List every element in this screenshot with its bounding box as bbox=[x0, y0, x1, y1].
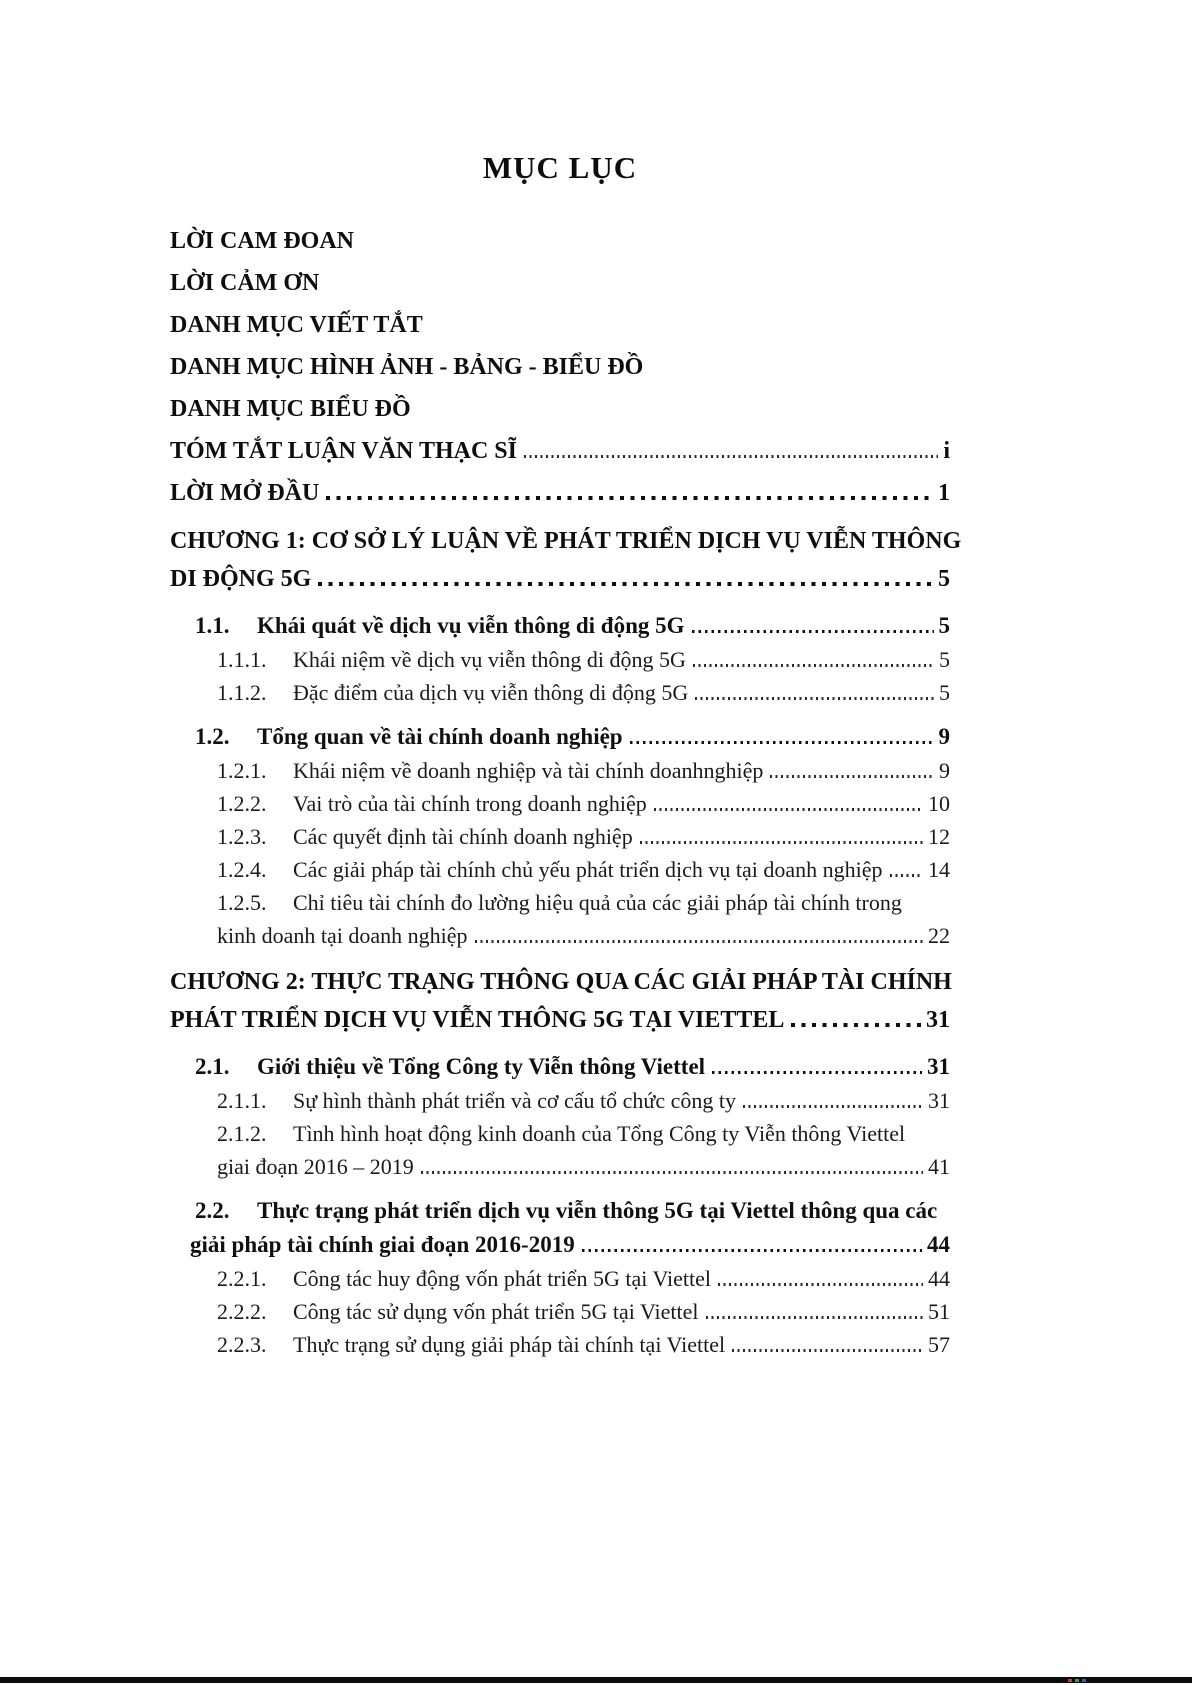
toc-entry-number: 1.2. bbox=[195, 724, 230, 749]
toc-entry-number: 2.1.2. bbox=[217, 1121, 267, 1146]
toc-row bbox=[170, 1117, 950, 1150]
page-number: 12 bbox=[928, 824, 950, 849]
toc-row bbox=[170, 522, 962, 560]
toc-row bbox=[170, 720, 950, 754]
toc-entry-number: 2.2.1. bbox=[217, 1266, 267, 1291]
dot-leader bbox=[706, 1316, 923, 1319]
toc-entry-label: Các giải pháp tài chính chủ yếu phát triển dịch vụ tại doanh nghiệp bbox=[293, 857, 883, 882]
toc-row bbox=[170, 1194, 950, 1228]
toc-row bbox=[170, 1295, 950, 1328]
toc-entry-number: 2.1.1. bbox=[217, 1088, 267, 1113]
toc-entry-label: Thực trạng phát triển dịch vụ viễn thông 5G tại Viettel thông qua các bbox=[257, 1198, 938, 1223]
scan-artifact-mark bbox=[1068, 1679, 1072, 1682]
dot-leader bbox=[712, 1071, 922, 1075]
dot-leader bbox=[692, 630, 934, 634]
toc-entry-label: Các quyết định tài chính doanh nghiệp bbox=[293, 824, 633, 849]
toc-entry-label: Sự hình thành phát triển và cơ cấu tổ chức công ty bbox=[293, 1088, 736, 1113]
toc-entry-label: giai đoạn 2016 – 2019 bbox=[217, 1154, 414, 1179]
toc-row bbox=[170, 1001, 950, 1039]
toc-row bbox=[170, 1262, 950, 1295]
toc-row bbox=[170, 1150, 950, 1183]
toc-row bbox=[170, 609, 950, 643]
toc-entry-label: LỜI MỞ ĐẦU bbox=[170, 480, 320, 506]
scan-artifact-mark bbox=[1082, 1679, 1086, 1682]
toc-entry-number: 1.1.1. bbox=[217, 647, 267, 672]
toc-entry-label: Khái niệm về doanh nghiệp và tài chính doanhnghiệp bbox=[293, 758, 764, 783]
toc-row bbox=[170, 886, 950, 919]
dot-leader bbox=[475, 940, 923, 943]
toc-row bbox=[170, 1084, 950, 1117]
dot-leader bbox=[890, 874, 923, 877]
page-number: 5 bbox=[939, 647, 950, 672]
toc-entry-number: 1.2.5. bbox=[217, 890, 267, 915]
toc-row bbox=[170, 676, 950, 709]
page-number: 31 bbox=[926, 1007, 950, 1033]
page-number: 5 bbox=[938, 613, 950, 638]
toc-entry-number: 2.2. bbox=[195, 1198, 230, 1223]
toc-entry-number: 1.2.3. bbox=[217, 824, 267, 849]
dot-leader bbox=[326, 496, 933, 501]
toc-entry-label: LỜI CẢM ƠN bbox=[170, 270, 320, 296]
dot-leader bbox=[318, 582, 933, 587]
toc-entry-label: Công tác sử dụng vốn phát triển 5G tại Viettel bbox=[293, 1299, 699, 1324]
scanner-edge-bar bbox=[0, 1677, 1192, 1683]
toc-entry-label: DI ĐỘNG 5G bbox=[170, 566, 312, 592]
page-number: 41 bbox=[928, 1154, 950, 1179]
dot-leader bbox=[640, 841, 923, 844]
toc-entry-label: giải pháp tài chính giai đoạn 2016-2019 bbox=[190, 1232, 575, 1257]
toc-entry-label: kinh doanh tại doanh nghiệp bbox=[217, 923, 468, 948]
page-number: 14 bbox=[928, 857, 950, 882]
toc-entry-label: Vai trò của tài chính trong doanh nghiệp bbox=[293, 791, 647, 816]
toc-row bbox=[170, 820, 950, 853]
dot-leader bbox=[770, 775, 934, 778]
toc-entry-label: Giới thiệu về Tổng Công ty Viễn thông Viettel bbox=[257, 1054, 706, 1079]
toc-row bbox=[170, 1050, 950, 1084]
toc-entry-label: Công tác huy động vốn phát triển 5G tại Viettel bbox=[293, 1266, 712, 1291]
dot-leader bbox=[695, 697, 934, 700]
scan-artifact-mark bbox=[1075, 1679, 1079, 1682]
page-number: 44 bbox=[928, 1266, 950, 1291]
toc-entry-label: LỜI CAM ĐOAN bbox=[170, 228, 354, 254]
toc-entry-number: 1.2.1. bbox=[217, 758, 267, 783]
toc-entry-label: PHÁT TRIỂN DỊCH VỤ VIỄN THÔNG 5G TẠI VIETTEL bbox=[170, 1007, 785, 1033]
page-number: 51 bbox=[928, 1299, 950, 1324]
toc-entry-label: TÓM TẮT LUẬN VĂN THẠC SĨ bbox=[170, 438, 517, 464]
toc-entry-number: 2.2.3. bbox=[217, 1332, 267, 1357]
toc-entry-label: DANH MỤC VIẾT TẮT bbox=[170, 312, 423, 338]
toc-row bbox=[170, 472, 950, 514]
toc-entry-number: 1.2.4. bbox=[217, 857, 267, 882]
toc-row bbox=[170, 1328, 950, 1361]
toc-entry-number: 1.2.2. bbox=[217, 791, 267, 816]
dot-leader bbox=[693, 664, 934, 667]
page-number: 57 bbox=[928, 1332, 950, 1357]
toc-entry-label: DANH MỤC BIỂU ĐỒ bbox=[170, 396, 411, 422]
toc-row bbox=[170, 963, 950, 1001]
toc-list bbox=[170, 220, 962, 1361]
dot-leader bbox=[791, 1023, 921, 1028]
toc-entry-number: 1.1.2. bbox=[217, 680, 267, 705]
page-number: 1 bbox=[938, 480, 950, 506]
toc-row bbox=[170, 560, 950, 598]
toc-entry-number: 2.1. bbox=[195, 1054, 230, 1079]
dot-leader bbox=[421, 1171, 923, 1174]
toc-row bbox=[170, 220, 950, 262]
toc-entry-label: Khái quát về dịch vụ viễn thông di động 5G bbox=[257, 613, 685, 638]
toc-entry-label: CHƯƠNG 2: THỰC TRẠNG THÔNG QUA CÁC GIẢI PHÁP TÀI CHÍNH bbox=[170, 969, 952, 995]
page-number: 9 bbox=[938, 724, 950, 749]
toc-row bbox=[170, 754, 950, 787]
dot-leader bbox=[582, 1249, 922, 1253]
toc-row bbox=[170, 388, 950, 430]
toc-entry-label: Thực trạng sử dụng giải pháp tài chính tại Viettel bbox=[293, 1332, 726, 1357]
toc-row bbox=[170, 304, 950, 346]
dot-leader bbox=[718, 1283, 923, 1286]
page-number: 10 bbox=[928, 791, 950, 816]
page-number: 5 bbox=[939, 680, 950, 705]
toc-entry-number: 1.1. bbox=[195, 613, 230, 638]
page-number: i bbox=[943, 438, 950, 464]
dot-leader bbox=[732, 1349, 923, 1352]
dot-leader bbox=[524, 455, 938, 458]
page-number: 31 bbox=[928, 1088, 950, 1113]
toc-entry-number: 2.2.2. bbox=[217, 1299, 267, 1324]
toc-entry-label: Tình hình hoạt động kinh doanh của Tổng Công ty Viễn thông Viettel bbox=[293, 1121, 906, 1146]
toc-row bbox=[170, 346, 950, 388]
toc-row bbox=[170, 787, 950, 820]
toc-row bbox=[170, 643, 950, 676]
page-number: 44 bbox=[927, 1232, 950, 1257]
page-number: 22 bbox=[928, 923, 950, 948]
dot-leader bbox=[630, 741, 934, 745]
dot-leader bbox=[743, 1105, 923, 1108]
toc-entry-label: CHƯƠNG 1: CƠ SỞ LÝ LUẬN VỀ PHÁT TRIỂN DỊCH VỤ VIỄN THÔNG bbox=[170, 528, 962, 554]
toc-entry-label: Tổng quan về tài chính doanh nghiệp bbox=[257, 724, 623, 749]
toc-content bbox=[170, 150, 962, 1361]
toc-row bbox=[170, 853, 950, 886]
toc-entry-label: DANH MỤC HÌNH ẢNH - BẢNG - BIỂU ĐỒ bbox=[170, 354, 644, 380]
toc-row bbox=[170, 430, 950, 472]
page-number: 5 bbox=[938, 566, 950, 592]
toc-row bbox=[170, 1228, 950, 1262]
page-title: MỤC LỤC bbox=[482, 150, 638, 185]
toc-entry-label: Đặc điểm của dịch vụ viễn thông di động 5G bbox=[293, 680, 689, 705]
toc-row bbox=[170, 262, 950, 304]
page-number: 9 bbox=[939, 758, 950, 783]
toc-entry-label: Chỉ tiêu tài chính đo lường hiệu quả của các giải pháp tài chính trong bbox=[293, 890, 902, 915]
page-number: 31 bbox=[927, 1054, 950, 1079]
dot-leader bbox=[654, 808, 923, 811]
toc-row bbox=[170, 919, 950, 952]
toc-entry-label: Khái niệm về dịch vụ viễn thông di động 5G bbox=[293, 647, 686, 672]
